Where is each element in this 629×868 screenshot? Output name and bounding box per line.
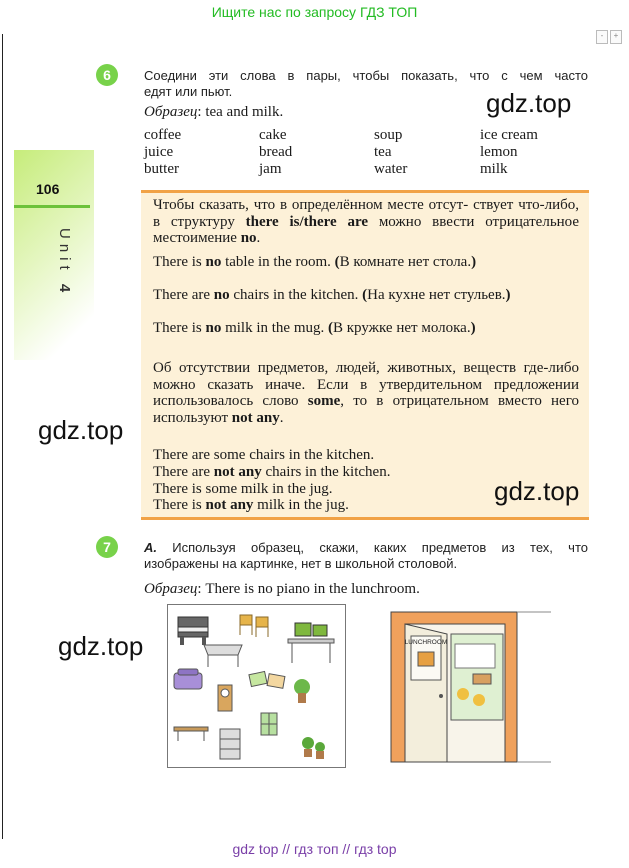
rule-example: There are no chairs in the kitchen. (На кухне нет стульев.) (153, 287, 511, 303)
word-item: lemon (480, 144, 518, 160)
word-item: bread (259, 144, 293, 160)
exercise-7-sample: Образец: There is no piano in the lunchroom. (144, 581, 420, 597)
rule-example: There is no milk in the mug. (В кружке нет молока.) (153, 320, 476, 336)
unit-number: 4 (56, 283, 73, 298)
watermark: gdz.top (38, 415, 124, 445)
exercise-6-badge: 6 (96, 64, 118, 86)
page-number-underline (14, 205, 90, 208)
window-icon (261, 713, 277, 735)
watermark: gdz.top (494, 476, 580, 506)
bench-icon (174, 727, 208, 741)
word-item: jam (259, 161, 282, 177)
word-item: tea (374, 144, 392, 160)
word-item: milk (480, 161, 508, 177)
rule-example: There are some chairs in the kitchen. (153, 447, 375, 463)
computer-icon (288, 623, 334, 663)
exercise-6-instruction-line-1: Соедини эти слова в пары, чтобы показать, что с чем часто (144, 68, 588, 83)
word-item: soup (374, 127, 403, 143)
word-item: ice cream (480, 127, 538, 143)
rule-example: There is no table in the room. (В комнате нет стола.) (153, 254, 477, 270)
pictures-icon (249, 671, 285, 688)
exercise-7-instruction-line-2: изображены на картинке, нет в школьной столовой. (144, 556, 458, 571)
zoom-in-button[interactable]: + (610, 30, 622, 44)
unit-word: Unit (56, 228, 73, 275)
objects-picture (167, 604, 346, 768)
rule-intro: Чтобы сказать, что в определённом месте отсут- ствует что-либо, в структуру there is/there are можно ввести отрицательное местоимение no. (153, 197, 580, 246)
exercise-7-instruction-line-1: A. Используя образец, скажи, каких предметов из тех, что (144, 540, 588, 555)
sample-text: There is no piano in the lunchroom. (205, 581, 420, 597)
objects-illustration (168, 605, 345, 767)
rule-paragraph-2: Об отсутствии предметов, людей, животных, веществ где-либо можно сказать иначе. Если в утвердительном предложении использовалось слово some, то в отрицательном вместо него используют not any. (153, 360, 579, 426)
lunchroom-illustration (389, 604, 554, 768)
exercise-7-badge: 7 (96, 536, 118, 558)
word-item: cake (259, 127, 287, 143)
word-item: coffee (144, 127, 182, 143)
watermark: gdz.top (58, 631, 144, 661)
table-icon (204, 645, 242, 667)
exercise-6-sample: Образец: tea and milk. (144, 104, 284, 120)
zoom-out-button[interactable]: - (596, 30, 608, 44)
rule-example: There is not any milk in the jug. (153, 497, 349, 513)
sample-label: Образец (144, 581, 198, 597)
exercise-6-instruction-line-2: едят или пьют. (144, 84, 233, 99)
piano-icon (178, 617, 208, 645)
lunchroom-picture (389, 604, 554, 768)
chairs-icon (240, 615, 268, 637)
bookcase-icon (220, 729, 240, 759)
sample-text: tea and milk. (205, 104, 284, 120)
flowers-icon (302, 737, 325, 759)
rule-example: There are not any chairs in the kitchen. (153, 464, 391, 480)
watermark: gdz.top (486, 88, 572, 118)
clock-icon (218, 685, 232, 711)
footer-links[interactable]: gdz top // гдз топ // гдз top (232, 841, 397, 857)
page-number: 106 (36, 181, 60, 197)
word-item: water (374, 161, 408, 177)
door-sign: LUNCHROOM (404, 639, 448, 646)
word-item: butter (144, 161, 179, 177)
unit-label (56, 228, 73, 297)
sample-label: Образец (144, 104, 198, 120)
rule-example: There is some milk in the jug. (153, 481, 333, 497)
left-border-line (2, 34, 3, 839)
telephone-icon (174, 669, 202, 689)
plant-icon (294, 679, 310, 703)
top-banner[interactable]: Ищите нас по запросу ГДЗ ТОП (211, 4, 418, 20)
word-item: juice (144, 144, 174, 160)
